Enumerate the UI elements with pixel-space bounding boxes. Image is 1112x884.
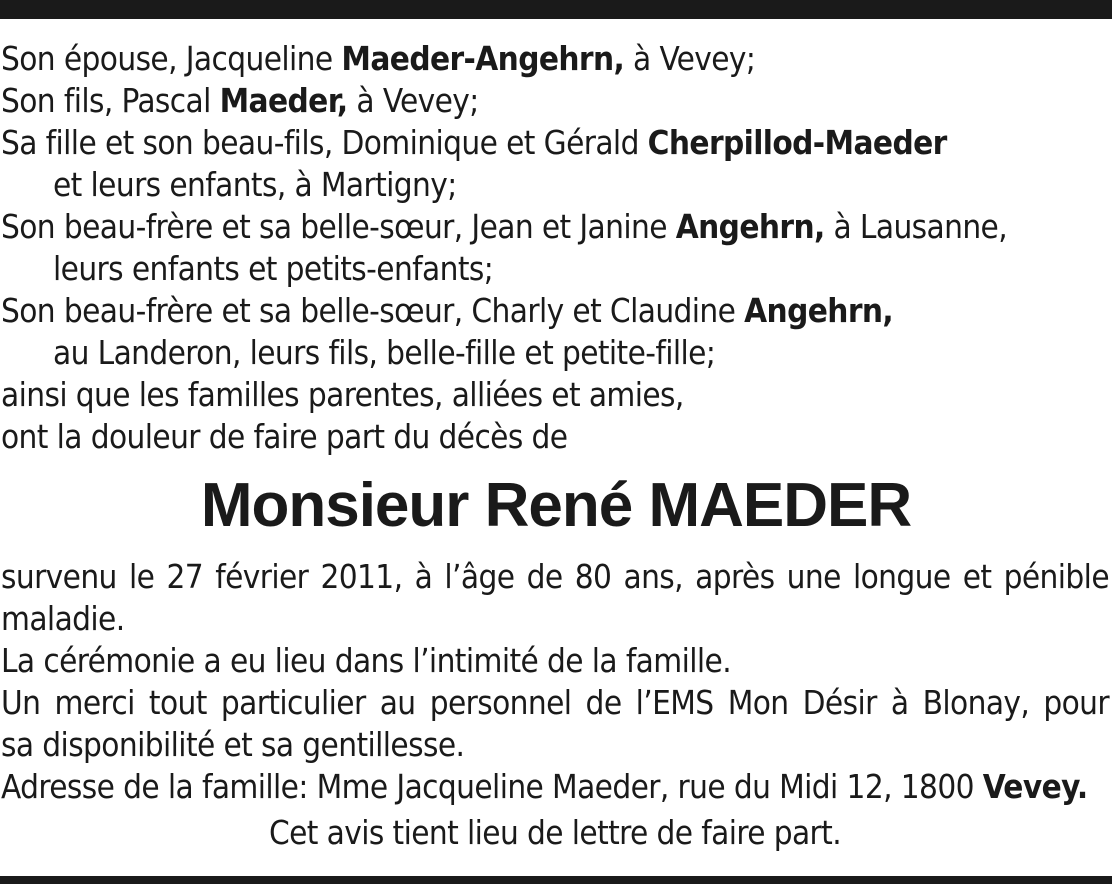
- family-line: [1, 374, 1109, 416]
- ceremony-line: La cérémonie a eu lieu dans l’intimité de la famille.: [1, 641, 732, 680]
- family-line-continued: [1, 164, 1109, 206]
- family-surname: Maeder,: [219, 81, 348, 120]
- family-line: [1, 416, 1109, 458]
- family-text: leurs enfants et petits-enfants;: [53, 249, 494, 288]
- bottom-rule: [0, 876, 1112, 884]
- family-line: [1, 290, 1109, 332]
- closing-line: Cet avis tient lieu de lettre de faire part.: [268, 813, 842, 852]
- deceased-name: Monsieur René MAEDER: [200, 471, 912, 540]
- thanks-line: sa disponibilité et sa gentillesse.: [1, 725, 465, 764]
- family-text-after: à Lausanne,: [824, 207, 1008, 246]
- family-surname: Maeder-Angehrn,: [341, 39, 625, 78]
- family-text: Son beau-frère et sa belle-sœur, Jean et Janine: [1, 207, 676, 246]
- top-rule: [0, 0, 1112, 19]
- family-surname: Cherpillod-Maeder: [647, 123, 947, 162]
- death-info-line: maladie.: [1, 599, 125, 638]
- family-line: [1, 80, 1109, 122]
- family-line: [1, 38, 1109, 80]
- family-line-continued: [1, 332, 1109, 374]
- family-surname: Angehrn,: [675, 207, 825, 246]
- notice-details: [1, 556, 1109, 854]
- family-line: [1, 206, 1109, 248]
- family-text: au Landeron, leurs fils, belle-fille et petite-fille;: [53, 333, 716, 372]
- thanks-line: Un merci tout particulier au personnel de l’EMS Mon Désir à Blonay, pour: [1, 683, 1109, 722]
- family-line: [1, 122, 1109, 164]
- family-text: et leurs enfants, à Martigny;: [53, 165, 457, 204]
- family-text: Sa fille et son beau-fils, Dominique et Gérald: [1, 123, 648, 162]
- family-text-after: à Vevey;: [347, 81, 479, 120]
- family-text: ainsi que les familles parentes, alliées et amies,: [1, 375, 684, 414]
- address-line: [1, 766, 1109, 808]
- family-list: [1, 38, 1109, 458]
- address-text: Adresse de la famille: Mme Jacqueline Maeder, rue du Midi 12, 1800: [1, 767, 983, 806]
- family-surname: Angehrn,: [744, 291, 894, 330]
- address-city: Vevey.: [982, 767, 1088, 806]
- family-text: Son beau-frère et sa belle-sœur, Charly et Claudine: [1, 291, 745, 330]
- family-text: Son épouse, Jacqueline: [1, 39, 342, 78]
- family-text-after: à Vevey;: [624, 39, 756, 78]
- family-text: Son fils, Pascal: [1, 81, 220, 120]
- death-info-line: survenu le 27 février 2011, à l’âge de 80 ans, après une longue et pénible: [1, 557, 1109, 596]
- family-line-continued: [1, 248, 1109, 290]
- family-text: ont la douleur de faire part du décès de: [1, 417, 568, 456]
